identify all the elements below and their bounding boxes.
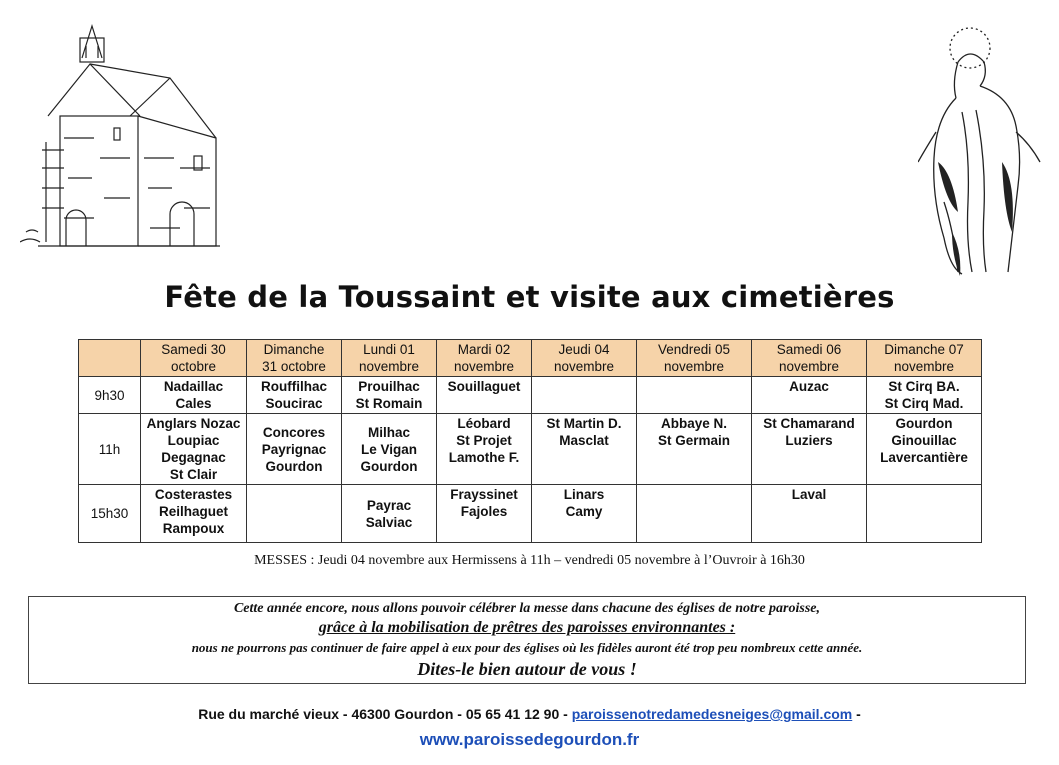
schedule-cell: Souillaguet: [437, 377, 532, 414]
header-day: Dimanche 07 novembre: [867, 340, 982, 377]
header-day: Samedi 06 novembre: [752, 340, 867, 377]
schedule-cell: Milhac Le Vigan Gourdon: [342, 414, 437, 485]
notice-line-3: nous ne pourrons pas continuer de faire appel à eux pour des églises où les fidèles auront été trop peu nombreux cette année.: [191, 640, 863, 655]
schedule-cell: [532, 377, 637, 414]
header-day: Mardi 02 novembre: [437, 340, 532, 377]
header-corner: [79, 340, 141, 377]
messes-note: MESSES : Jeudi 04 novembre aux Hermissens à 11h – vendredi 05 novembre à l’Ouvroir à 16h30: [254, 553, 805, 568]
header-day: Samedi 30 octobre: [141, 340, 247, 377]
header-day: Lundi 01 novembre: [342, 340, 437, 377]
schedule-cell: [637, 485, 752, 543]
schedule-header-row: [79, 340, 982, 377]
page-title: Fête de la Toussaint et visite aux cimetières: [164, 280, 895, 314]
schedule-cell: Prouilhac St Romain: [342, 377, 437, 414]
schedule-cell: Anglars Nozac Loupiac Degagnac St Clair: [141, 414, 247, 485]
schedule-cell: Auzac: [752, 377, 867, 414]
notice-line-2: grâce à la mobilisation de prêtres des paroisses environnantes :: [318, 619, 736, 636]
time-cell: 15h30: [79, 485, 141, 543]
schedule-cell: St Chamarand Luziers: [752, 414, 867, 485]
schedule-cell: [867, 485, 982, 543]
header-day: Jeudi 04 novembre: [532, 340, 637, 377]
contact-trailing: -: [852, 706, 861, 722]
schedule-cell: [637, 377, 752, 414]
schedule-cell: Payrac Salviac: [342, 485, 437, 543]
schedule-cell: Léobard St Projet Lamothe F.: [437, 414, 532, 485]
schedule-cell: [247, 485, 342, 543]
schedule-cell: Abbaye N. St Germain: [637, 414, 752, 485]
schedule-row-11h: [79, 414, 982, 485]
schedule-cell: Costerastes Reilhaguet Rampoux: [141, 485, 247, 543]
madonna-illustration: [918, 22, 1042, 278]
website-link[interactable]: www.paroissedegourdon.fr: [419, 730, 640, 749]
notice-box: [28, 596, 1026, 684]
header-day: Dimanche 31 octobre: [247, 340, 342, 377]
contact-line: [0, 706, 1059, 722]
contact-email-link[interactable]: paroissenotredamedesneiges@gmail.com: [571, 706, 853, 722]
schedule-table: [78, 339, 982, 543]
time-cell: 11h: [79, 414, 141, 485]
church-illustration: [20, 18, 220, 250]
schedule-row-15h30: [79, 485, 982, 543]
notice-line-1: Cette année encore, nous allons pouvoir célébrer la messe dans chacune des églises de notre paroisse,: [233, 601, 821, 616]
schedule-cell: Frayssinet Fajoles: [437, 485, 532, 543]
schedule-cell: Nadaillac Cales: [141, 377, 247, 414]
schedule-cell: Gourdon Ginouillac Lavercantière: [867, 414, 982, 485]
schedule-row-9h30: [79, 377, 982, 414]
schedule-cell: Linars Camy: [532, 485, 637, 543]
schedule-cell: St Martin D. Masclat: [532, 414, 637, 485]
header-day: Vendredi 05 novembre: [637, 340, 752, 377]
schedule-cell: Rouffilhac Soucirac: [247, 377, 342, 414]
schedule-cell: Laval: [752, 485, 867, 543]
time-cell: 9h30: [79, 377, 141, 414]
notice-line-4: Dites-le bien autour de vous !: [417, 659, 637, 679]
schedule-cell: St Cirq BA. St Cirq Mad.: [867, 377, 982, 414]
contact-address: Rue du marché vieux - 46300 Gourdon - 05 65 41 12 90 -: [198, 706, 572, 722]
schedule-cell: Concores Payrignac Gourdon: [247, 414, 342, 485]
